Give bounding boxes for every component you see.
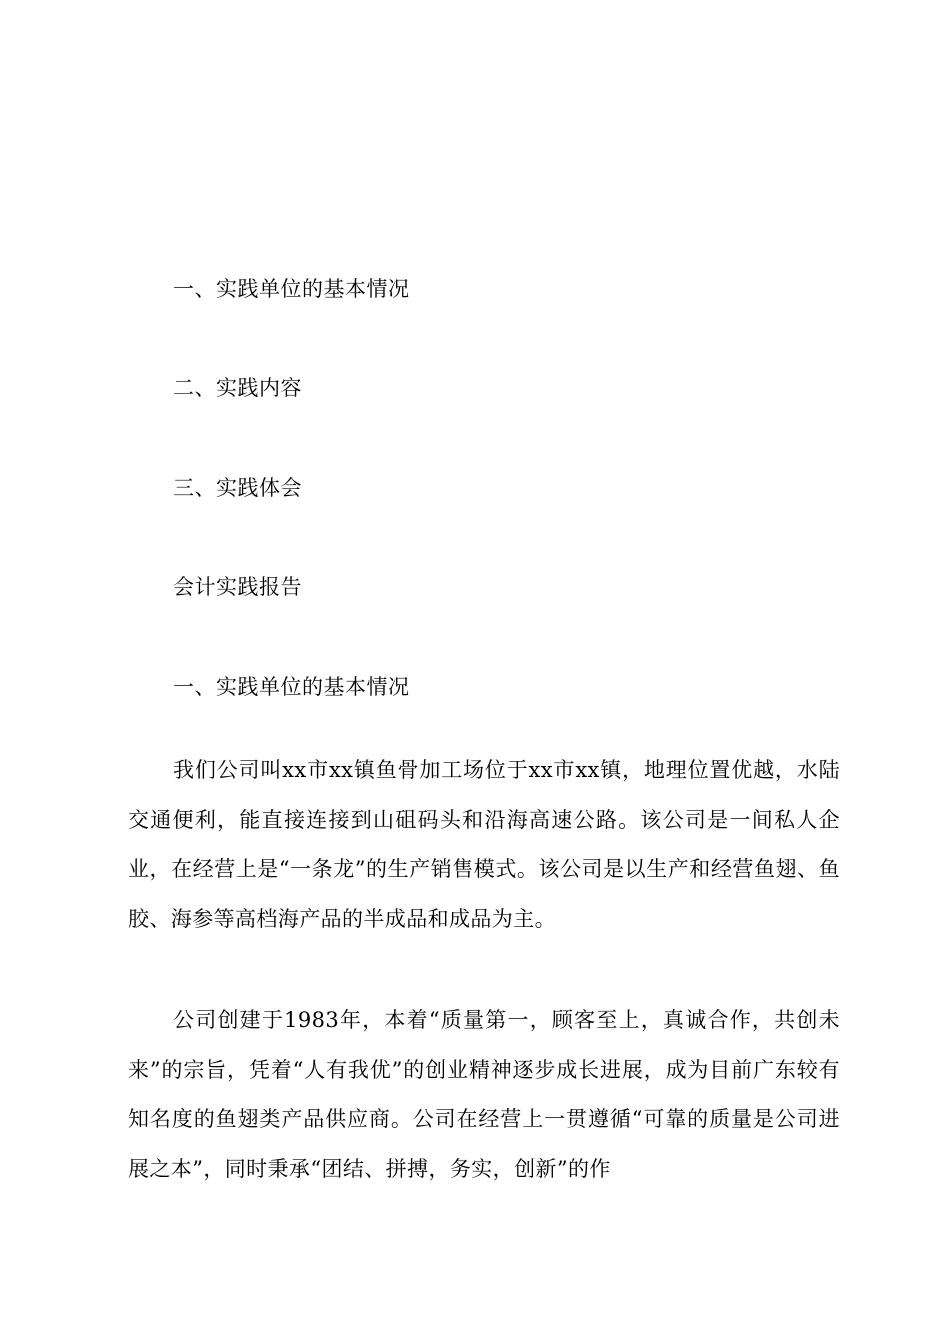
paragraph-company-intro: 我们公司叫xx市xx镇鱼骨加工场位于xx市xx镇，地理位置优越，水陆交通便利，能直接连接到山砠码头和沿海高速公路。该公司是一间私人企业，在经营上是“一条龙”的生产销售模式。该公司是以生产和经营鱼翅、鱼胶、海参等高档海产品的半成品和成品为主。 [128,758,840,931]
outline-item-experience: 三、实践体会 [173,476,302,500]
outline-item-content: 二、实践内容 [173,376,302,400]
document-title: 会计实践报告 [173,575,302,599]
paragraph-company-history: 公司创建于1983年，本着“质量第一，顾客至上，真诚合作，共创未来”的宗旨，凭着“人有我优”的创业精神逐步成长进展，成为目前广东较有知名度的鱼翅类产品供应商。公司在经营上一贯遵循“可靠的质量是公司进展之本”，同时秉承“团结、拼搏，务实，创新”的作 [128,1008,840,1181]
section-heading: 一、实践单位的基本情况 [173,675,410,699]
outline-item-basic-info: 一、实践单位的基本情况 [173,277,410,301]
